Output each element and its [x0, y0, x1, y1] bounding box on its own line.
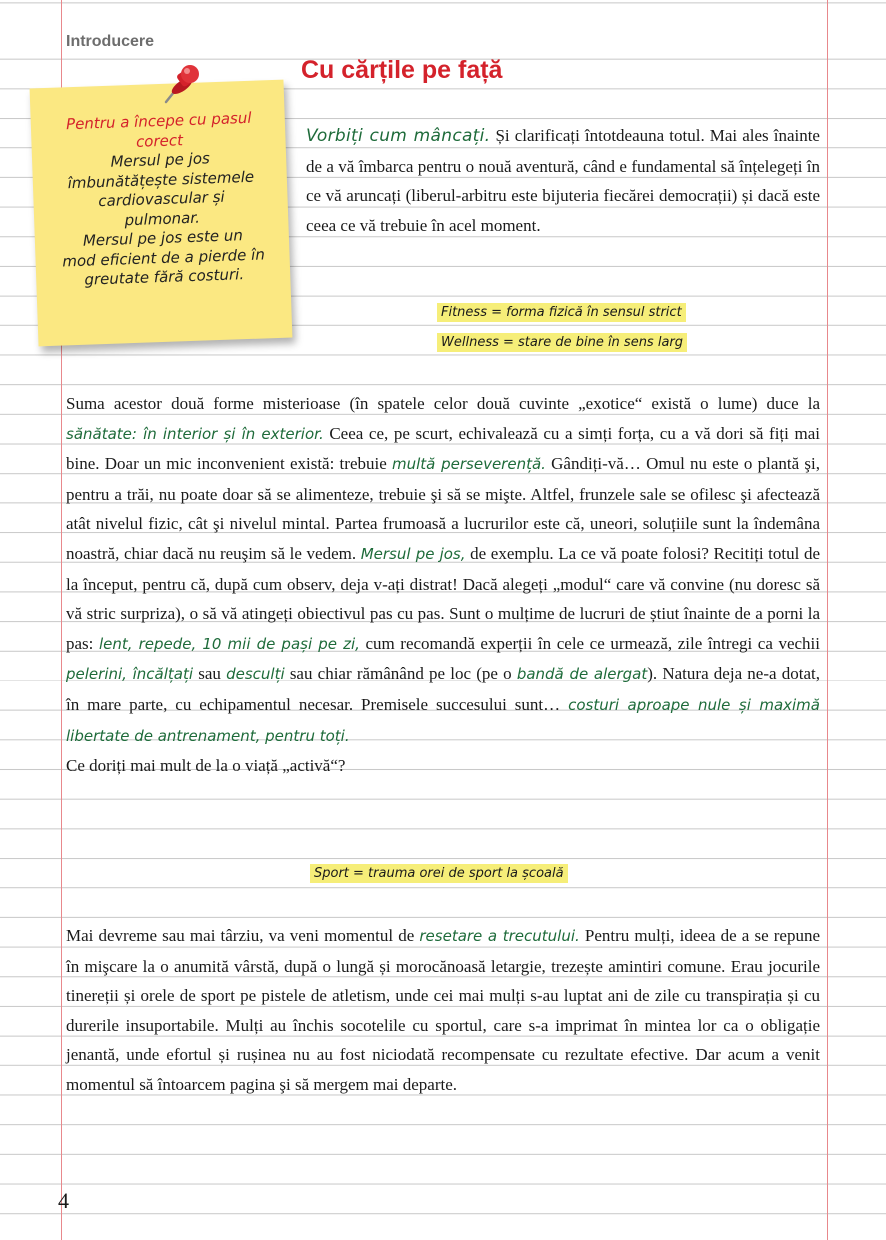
sticky-heading-line: Pentru a începe cu pasul — [65, 108, 252, 134]
paragraph-text: Suma acestor două forme misterioase (în spatele celor două cuvinte „exotice“ există o lume) duce la — [66, 394, 820, 413]
paragraph-text: de exemplu. La ce vă poate folosi? Recitiți totul de la început, pentru că, după cum observ, deja v-ați distrat! Dacă alegeți „modul“ care vă convine (nu doresc să vă stric surpriza), o să vă atingeți obiectivul pas cu pas. Sunt o mulțime de lucruri de știut înainte de a porni la pas: — [66, 543, 820, 653]
fitness-definition: Fitness = forma fizică în sensul strict — [437, 303, 686, 322]
sticky-note-text — [43, 108, 281, 291]
sticky-line: cardiovascular și — [98, 187, 225, 211]
page-title: Cu cărțile pe față — [301, 56, 503, 84]
right-margin-line — [827, 0, 828, 1240]
intro-text: Și clarificați întotdeauna totul. Mai ales înainte de a vă îmbarca pentru o nouă aventură, când e fundamental să înțelegeți în ce vă aruncați (liberul-arbitru este bijuteria fiecărei democrații) și dacă este ceea ce vă trebuie în acel moment. — [306, 126, 820, 235]
sticky-heading-line: corect — [135, 130, 184, 151]
paragraph-text: Ceea ce, pe scurt, echivalează cu a simți forța, cu a vă dori să fiți mai bine. Doar un mic inconvenient există: trebuie — [66, 423, 820, 474]
handwriting-highlight: multă perseverență. — [392, 455, 546, 474]
handwriting-highlight: costuri aproape nule și maximă libertate de antrenament, pentru toți. — [66, 695, 820, 745]
wellness-definition: Wellness = stare de bine în sens larg — [437, 333, 687, 352]
paragraph-text: Pentru mulți, ideea de a se repune în mişcare la o anumită vârstă, după o lungă și morocănoasă letargie, trezește amintiri comune. Erau jocurile tinereții și orele de sport pe pistele de atletism, unde cei mai mulți s-au luptat ani de zile cu transpirația și cu durerile insuportabile. Mulți au închis socotelile cu sportul, care s-a imprimat în mintea lor ca o obligație jenantă, unde efortul și rușinea nu au fost niciodată recompensate cu rezultate efective. Dar acum a venit momentul să întoarcem pagina şi să mergem mai departe. — [66, 926, 820, 1094]
section-label: Introducere — [66, 33, 155, 50]
paragraph-text: sau chiar rămânând pe loc (pe o — [284, 664, 517, 684]
handwriting-highlight: pelerini, încălțați — [66, 665, 194, 684]
paragraph-text: sau — [193, 664, 227, 684]
paragraph-text: ). Natura deja ne-a dotat, în mare parte, cu echipamentul necesar. Premisele succesului sunt… — [66, 664, 820, 714]
sticky-line: Mersul pe jos este un — [82, 226, 244, 250]
question-line: Ce doriți mai mult de la o viață „activă“? — [66, 756, 346, 776]
handwriting-highlight: bandă de alergat — [516, 665, 648, 684]
sticky-line: Mersul pe jos — [110, 149, 211, 171]
main-paragraph — [66, 389, 820, 781]
handwriting-highlight: Mersul pe jos, — [360, 544, 466, 563]
sport-definition: Sport = trauma orei de sport la școală — [310, 864, 568, 883]
sticky-line: pulmonar. — [124, 208, 201, 229]
page-number: 4 — [58, 1188, 69, 1213]
handwriting-highlight: sănătate: în interior și în exterior. — [66, 424, 324, 443]
handwriting-highlight: resetare a trecutului. — [419, 927, 580, 945]
intro-paragraph — [306, 121, 820, 240]
sticky-line: mod eficient de a pierde în — [62, 244, 266, 270]
paragraph-text: Gândiți-vă… Omul nu este o plantă şi, pentru a trăi, nu poate doar să se alimenteze, trebuie şi să se mişte. Altfel, frunzele sale se ofilesc şi afectează atât nivelul fizic, cât şi nivelul mintal. Partea frumoasă a lucrurilor este că, uneori, soluțiile sunt la îndemâna noastră, chiar dacă nu reuşim să le vedem. — [66, 454, 821, 563]
handwriting-highlight: lent, repede, 10 mii de pași pe zi, — [98, 634, 360, 653]
paragraph-text: Mai devreme sau mai târziu, va veni momentul de — [66, 926, 420, 945]
push-pin-icon — [160, 62, 206, 108]
closing-paragraph — [66, 921, 820, 1100]
sticky-line: îmbunătățește sistemele — [67, 167, 255, 192]
handwriting-highlight: desculți — [226, 665, 285, 684]
sticky-line: greutate fără costuri. — [84, 265, 245, 289]
intro-lead-handwriting: Vorbiți cum mâncați. — [306, 126, 491, 146]
sticky-note — [30, 80, 293, 347]
paragraph-text: cum recomandă experții în cele ce urmează, zile întregi ca vechii — [359, 633, 820, 653]
